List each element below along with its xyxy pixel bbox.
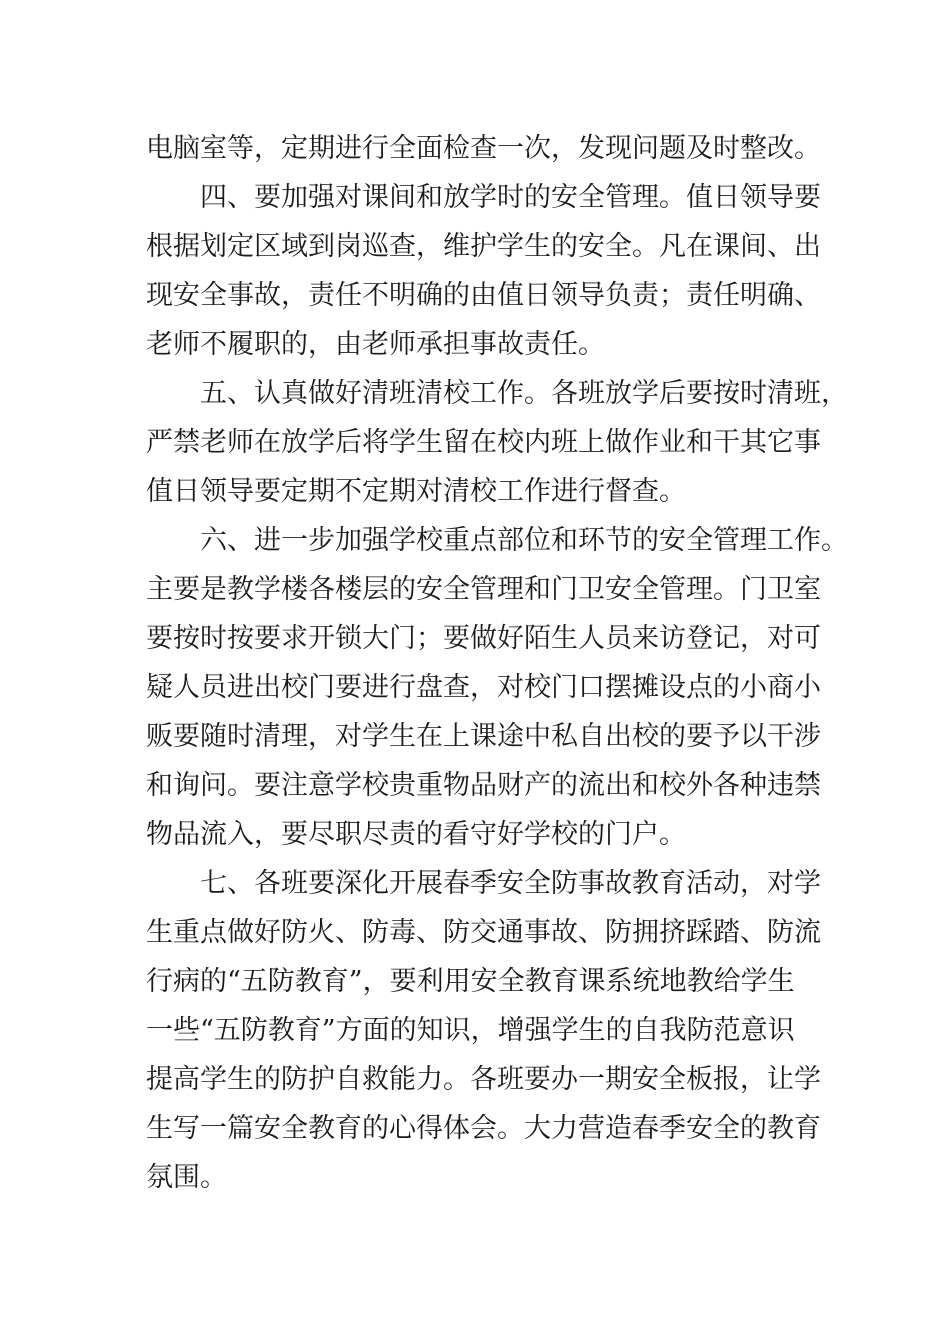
text-line: 氛围。 [146,1162,227,1193]
text-line: 值日领导要定期不定期对清校工作进行督查。 [146,476,686,507]
text-line: 疑人员进出校门要进行盘查，对校门口摆摊设点的小商小 [146,672,821,703]
text-line: 一些“五防教育”方面的知识，增强学生的自我防范意识 [146,1015,795,1046]
text-line: 生重点做好防火、防毒、防交通事故、防拥挤踩踏、防流 [146,917,821,948]
text-line: 老师不履职的，由老师承担事故责任。 [146,329,605,360]
paragraph-start-line: 七、各班要深化开展春季安全防事故教育活动，对学 [200,868,821,899]
paragraph-start-line: 五、认真做好清班清校工作。各班放学后要按时清班， [200,378,848,409]
text-line: 和询问。要注意学校贵重物品财产的流出和校外各种违禁 [146,770,821,801]
paragraph-start-line: 四、要加强对课间和放学时的安全管理。值日领导要 [200,182,821,213]
text-line: 要按时按要求开锁大门；要做好陌生人员来访登记，对可 [146,623,821,654]
text-line: 严禁老师在放学后将学生留在校内班上做作业和干其它事 [146,427,821,458]
text-line: 贩要随时清理，对学生在上课途中私自出校的要予以干涉 [146,721,821,752]
text-line: 电脑室等，定期进行全面检查一次，发现问题及时整改。 [146,133,821,164]
text-line: 主要是教学楼各楼层的安全管理和门卫安全管理。门卫室 [146,574,821,605]
text-line: 物品流入，要尽职尽责的看守好学校的门户。 [146,819,686,850]
text-line: 行病的“五防教育”，要利用安全教育课系统地教给学生 [146,966,795,997]
paragraph-start-line: 六、进一步加强学校重点部位和环节的安全管理工作。 [200,525,848,556]
text-line: 根据划定区域到岗巡查，维护学生的安全。凡在课间、出 [146,231,821,262]
document-body [146,124,848,1202]
text-line: 生写一篇安全教育的心得体会。大力营造春季安全的教育 [146,1113,821,1144]
text-line: 现安全事故，责任不明确的由值日领导负责；责任明确、 [146,280,821,311]
text-line: 提高学生的防护自救能力。各班要办一期安全板报，让学 [146,1064,821,1095]
